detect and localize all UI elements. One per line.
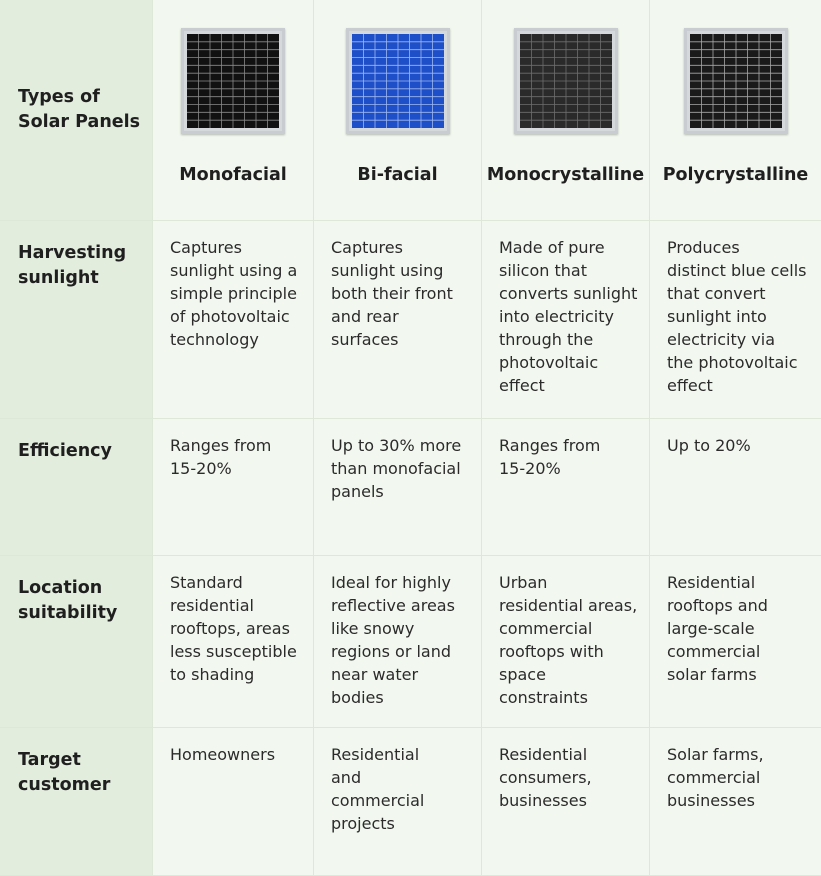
column-header-monofacial	[153, 0, 314, 221]
table-cell: Ranges from 15-20%	[153, 419, 314, 556]
row-header-harvesting-sunlight: Harvesting sunlight	[0, 221, 153, 419]
panel-cell-grid	[690, 34, 782, 128]
table-cell: Standard residential rooftops, areas less susceptible to shading	[153, 556, 314, 728]
table-cell: Up to 20%	[650, 419, 821, 556]
panel-type-title: Polycrystalline	[662, 165, 809, 185]
table-cell: Homeowners	[153, 728, 314, 876]
column-header-polycrystalline	[650, 0, 821, 221]
panel-cell-grid	[520, 34, 612, 128]
table-cell: Solar farms, commercial businesses	[650, 728, 821, 876]
polycrystalline-panel-icon	[684, 28, 788, 134]
monofacial-panel-icon	[181, 28, 285, 134]
table-cell: Produces distinct blue cells that convert sunlight into electricity via the photovoltaic effect	[650, 221, 821, 419]
panel-type-title: Bi-facial	[357, 165, 438, 185]
panel-cell-grid	[352, 34, 444, 128]
table-cell: Residential rooftops and large-scale commercial solar farms	[650, 556, 821, 728]
table-cell: Made of pure silicon that converts sunlight into electricity through the photovoltaic effect	[482, 221, 650, 419]
table-cell: Captures sunlight using both their front and rear surfaces	[314, 221, 482, 419]
table-cell: Captures sunlight using a simple principle of photovoltaic technology	[153, 221, 314, 419]
table-cell: Ideal for highly reflective areas like snowy regions or land near water bodies	[314, 556, 482, 728]
row-header-location-suitability: Location suitability	[0, 556, 153, 728]
table-cell: Ranges from 15-20%	[482, 419, 650, 556]
table-cell: Residential and commercial projects	[314, 728, 482, 876]
column-header-bifacial	[314, 0, 482, 221]
panel-type-title: Monofacial	[179, 165, 287, 185]
monocrystalline-panel-icon	[514, 28, 618, 134]
table-cell: Up to 30% more than monofacial panels	[314, 419, 482, 556]
table-cell: Urban residential areas, commercial rooftops with space constraints	[482, 556, 650, 728]
row-header-target-customer: Target customer	[0, 728, 153, 876]
bifacial-panel-icon	[346, 28, 450, 134]
table-corner-title: Types of Solar Panels	[0, 0, 153, 221]
table-cell: Residential consumers, businesses	[482, 728, 650, 876]
panel-cell-grid	[187, 34, 279, 128]
row-header-efficiency: Efficiency	[0, 419, 153, 556]
column-header-monocrystalline	[482, 0, 650, 221]
panel-type-title: Monocrystalline	[486, 165, 645, 185]
